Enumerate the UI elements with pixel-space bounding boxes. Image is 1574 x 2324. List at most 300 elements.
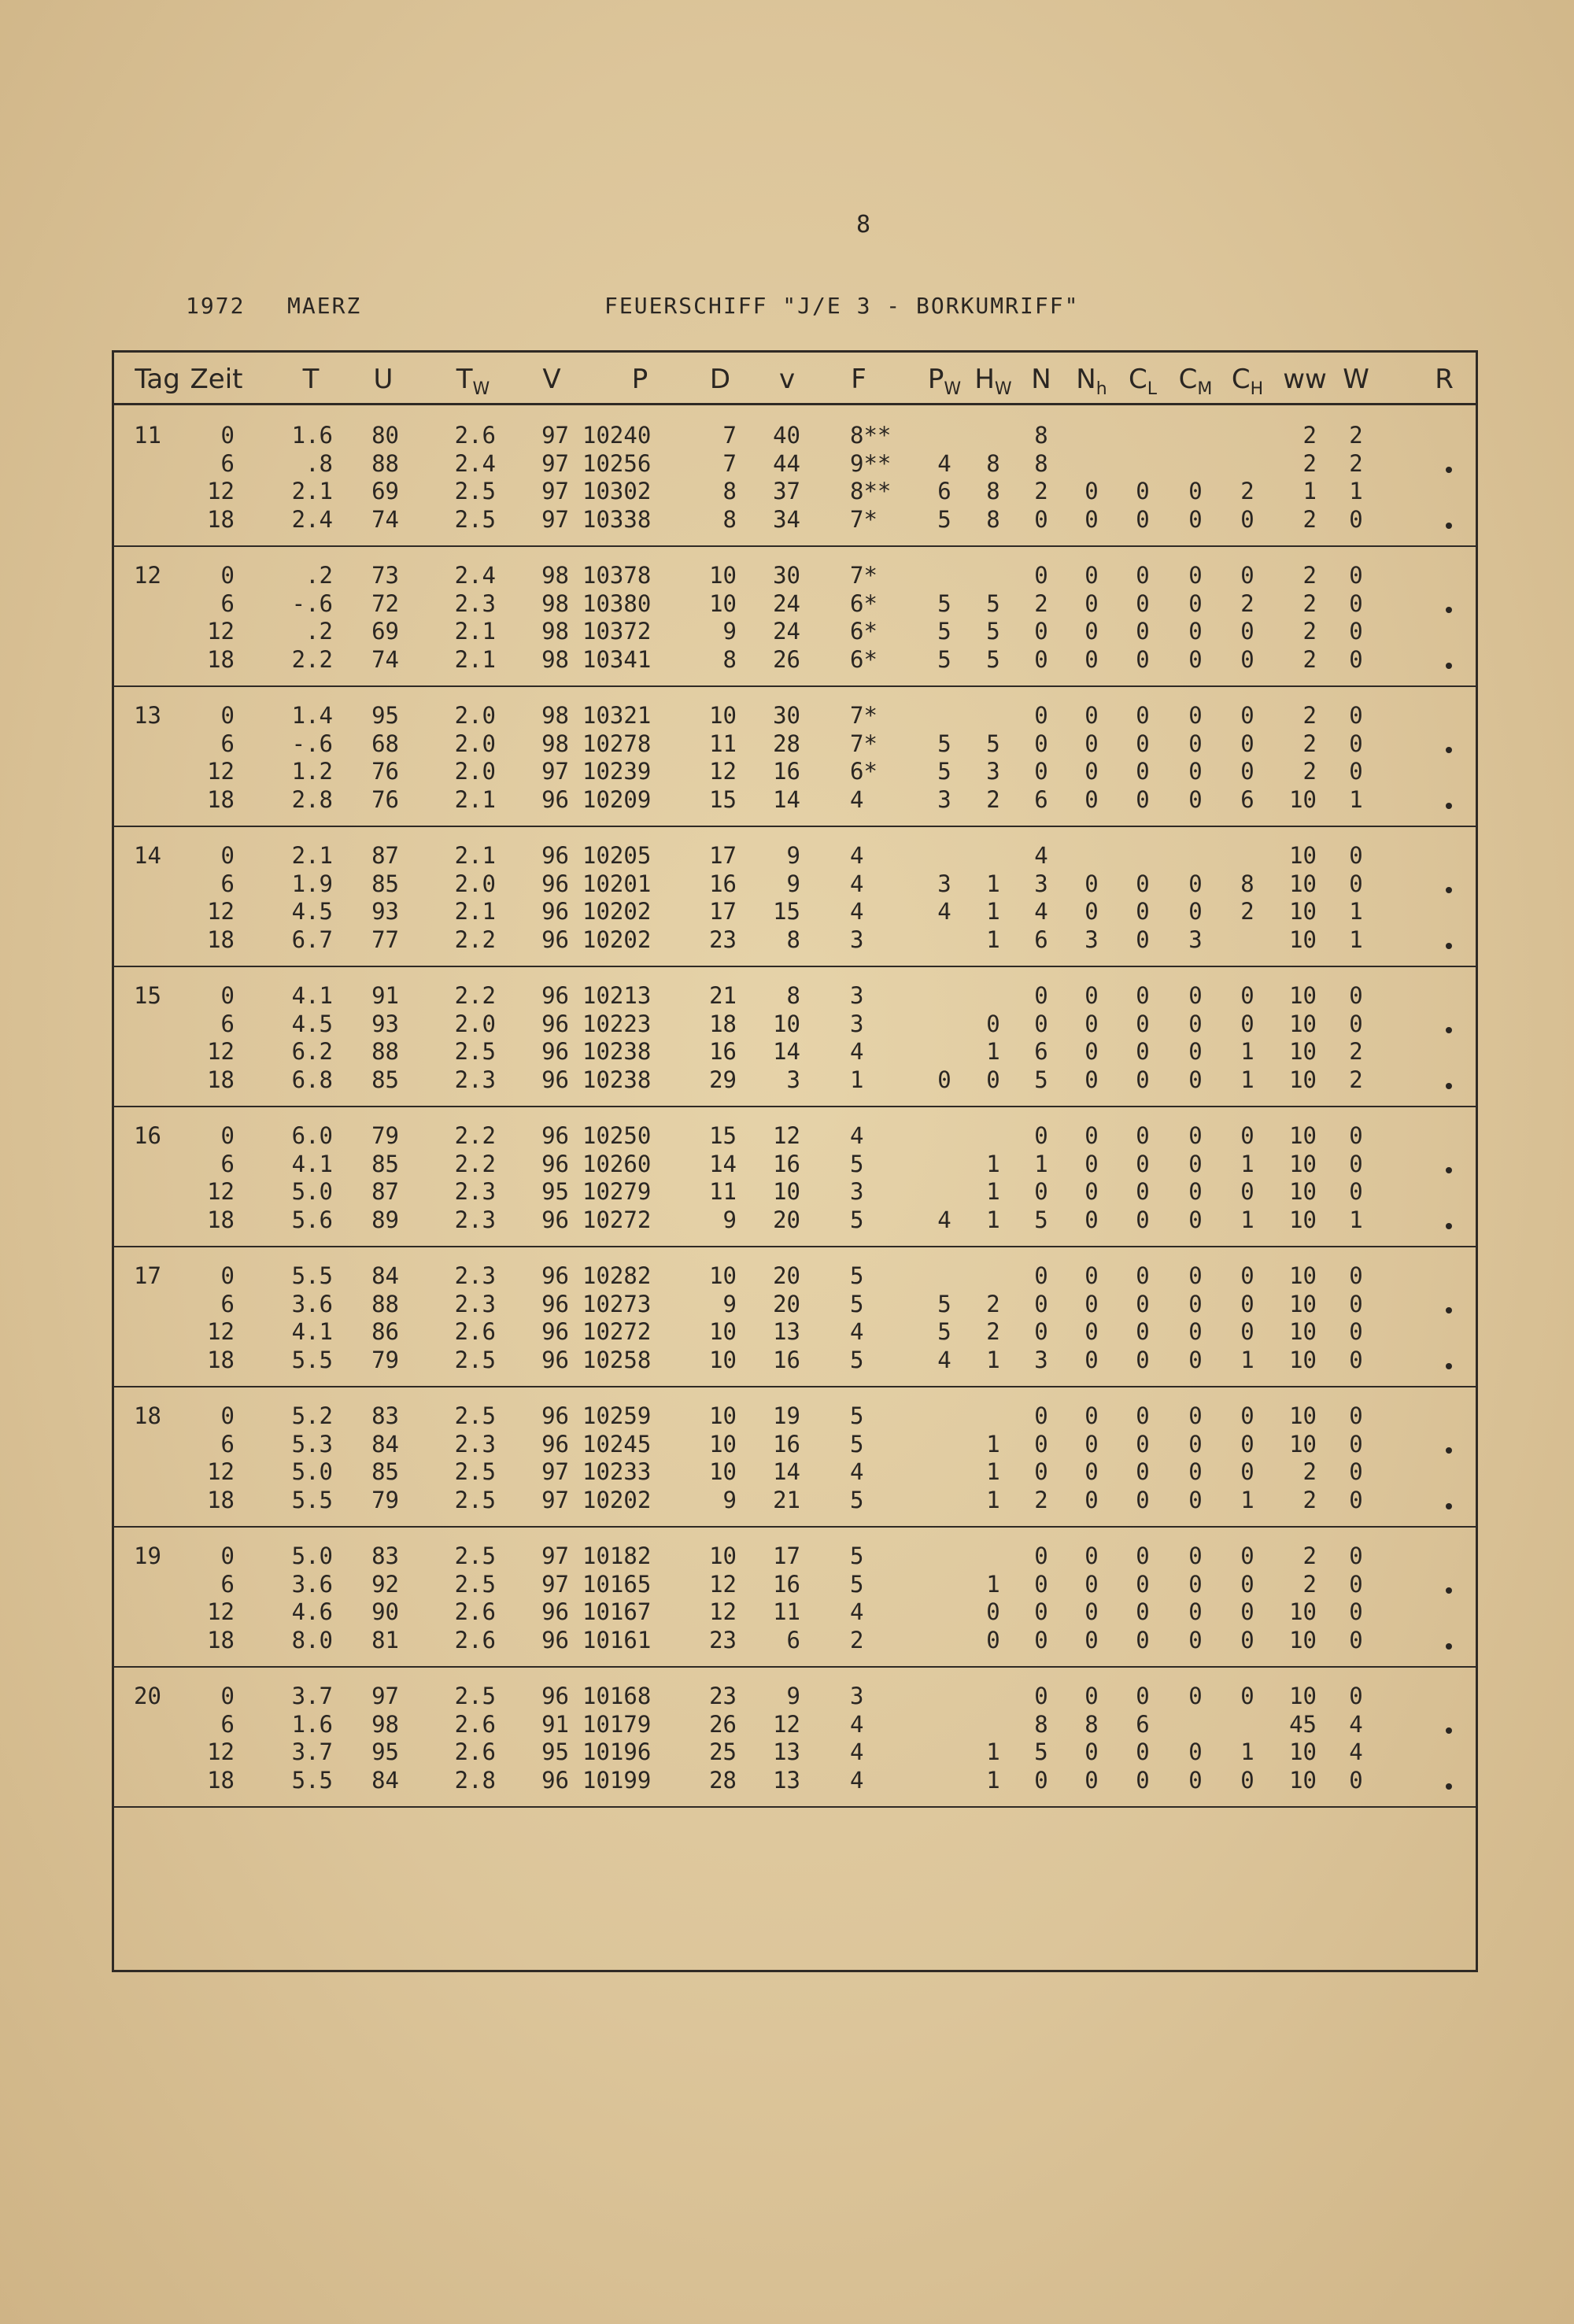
cell-zeit: 12 [207, 1178, 235, 1205]
cell-ww: 10 [1289, 1738, 1317, 1765]
cell-ww: 10 [1289, 1683, 1317, 1709]
cell-d: 10 [709, 1262, 737, 1289]
cell-nh: 0 [1084, 1766, 1099, 1794]
cell-nh: 0 [1084, 589, 1099, 617]
cell-nh: 0 [1084, 562, 1099, 589]
cell-d: 12 [709, 758, 737, 785]
cell-ch: 2 [1240, 898, 1254, 925]
cell-f: 4 [850, 870, 864, 897]
cell-hw: 8 [986, 478, 1000, 504]
cell-cm: 0 [1188, 1318, 1203, 1345]
cell-hw: 5 [986, 618, 1000, 645]
table-row [114, 1458, 1476, 1486]
cell-t: 5.0 [291, 1543, 333, 1569]
cell-tw: 2.1 [454, 785, 496, 813]
cell-cl: 0 [1136, 1066, 1150, 1093]
cell-hw: 1 [986, 1430, 1000, 1458]
cell-d: 10 [709, 1402, 737, 1429]
cell-ww: 10 [1289, 1318, 1317, 1345]
cell-hw: 1 [986, 1570, 1000, 1598]
cell-d: 9 [722, 1206, 737, 1233]
cell-cl: 0 [1136, 1683, 1150, 1709]
cell-t: 1.9 [291, 870, 333, 897]
cell-cl: 0 [1136, 589, 1150, 617]
cell-d: 12 [709, 1570, 737, 1598]
cell-w: 0 [1349, 1262, 1363, 1289]
cell-u: 79 [371, 1486, 399, 1513]
cell-cm: 0 [1188, 1458, 1203, 1485]
cell-n: 0 [1034, 1290, 1048, 1317]
precipitation-dot-icon [1446, 1587, 1452, 1594]
col-r: R [1435, 364, 1454, 395]
cell-n: 2 [1034, 1486, 1048, 1513]
cell-cl: 0 [1136, 1543, 1150, 1569]
cell-u: 89 [371, 1206, 399, 1233]
cell-nh: 0 [1084, 1038, 1099, 1065]
cell-tw: 2.3 [454, 1066, 496, 1093]
cell-tw: 2.3 [454, 1206, 496, 1233]
cell-nh: 0 [1084, 702, 1099, 729]
cell-f: 7* [850, 562, 878, 589]
cell-ch: 6 [1240, 785, 1254, 813]
cell-d: 10 [709, 1458, 737, 1485]
cell-p: 10201 [582, 870, 652, 897]
cell-n: 0 [1034, 758, 1048, 785]
cell-u: 95 [371, 702, 399, 729]
cell-f: 5 [850, 1150, 864, 1177]
cell-zeit: 12 [207, 618, 235, 645]
cell-u: 77 [371, 926, 399, 953]
cell-n: 0 [1034, 1262, 1048, 1289]
cell-tw: 2.1 [454, 898, 496, 925]
cell-cl: 0 [1136, 505, 1150, 533]
cell-ch: 1 [1240, 1206, 1254, 1233]
cell-v: 30 [773, 562, 800, 589]
cell-n: 0 [1034, 730, 1048, 757]
cell-ww: 10 [1289, 1626, 1317, 1653]
cell-v: 14 [773, 1038, 800, 1065]
cell-tag: 19 [134, 1543, 161, 1569]
cell-w: 0 [1349, 1570, 1363, 1598]
cell-n: 0 [1034, 1178, 1048, 1205]
day-block [114, 966, 1476, 1107]
cell-t: 6.0 [291, 1122, 333, 1149]
cell-ch: 0 [1240, 618, 1254, 645]
cell-ch: 0 [1240, 1570, 1254, 1598]
table-row [114, 477, 1476, 505]
table-row [114, 1317, 1476, 1346]
cell-tw: 2.5 [454, 505, 496, 533]
cell-pw: 6 [937, 478, 951, 504]
cell-cl: 0 [1136, 730, 1150, 757]
precipitation-dot-icon [1446, 1643, 1452, 1650]
cell-hw: 1 [986, 898, 1000, 925]
cell-cl: 0 [1136, 870, 1150, 897]
cell-u: 91 [371, 982, 399, 1009]
cell-nh: 0 [1084, 1010, 1099, 1037]
cell-tw: 2.0 [454, 702, 496, 729]
cell-w: 0 [1349, 1543, 1363, 1569]
cell-w: 0 [1349, 618, 1363, 645]
table-row [114, 449, 1476, 478]
cell-t: 5.0 [291, 1458, 333, 1485]
cell-ww: 10 [1289, 1402, 1317, 1429]
cell-ch: 0 [1240, 702, 1254, 729]
cell-u: 93 [371, 1010, 399, 1037]
cell-t: 1.6 [291, 422, 333, 449]
cell-zeit: 18 [207, 926, 235, 953]
cell-ww: 10 [1289, 1178, 1317, 1205]
cell-cl: 0 [1136, 1290, 1150, 1317]
cell-cl: 0 [1136, 758, 1150, 785]
cell-v: 96 [541, 1262, 569, 1289]
cell-nh: 0 [1084, 1066, 1099, 1093]
cell-tw: 2.4 [454, 562, 496, 589]
cell-ch: 0 [1240, 730, 1254, 757]
cell-tw: 2.5 [454, 1570, 496, 1598]
cell-d: 16 [709, 870, 737, 897]
cell-v: 96 [541, 1402, 569, 1429]
cell-hw: 0 [986, 1598, 1000, 1625]
cell-cl: 0 [1136, 1598, 1150, 1625]
cell-t: 3.6 [291, 1290, 333, 1317]
cell-v: 96 [541, 926, 569, 953]
cell-t: 4.5 [291, 898, 333, 925]
cell-hw: 2 [986, 1290, 1000, 1317]
cell-nh: 0 [1084, 1178, 1099, 1205]
table-row [114, 1010, 1476, 1038]
cell-f: 3 [850, 1010, 864, 1037]
cell-u: 88 [371, 1038, 399, 1065]
cell-n: 0 [1034, 1570, 1048, 1598]
day-block [114, 1246, 1476, 1387]
cell-cm: 0 [1188, 1766, 1203, 1794]
cell-ww: 10 [1289, 870, 1317, 897]
cell-v: 96 [541, 1766, 569, 1794]
cell-zeit: 6 [220, 1290, 235, 1317]
cell-ch: 2 [1240, 589, 1254, 617]
cell-v: 95 [541, 1178, 569, 1205]
cell-d: 10 [709, 589, 737, 617]
cell-hw: 1 [986, 1206, 1000, 1233]
cell-f: 5 [850, 1346, 864, 1373]
table-row [114, 1682, 1476, 1710]
cell-u: 92 [371, 1570, 399, 1598]
cell-f: 5 [850, 1543, 864, 1569]
cell-t: .2 [305, 562, 333, 589]
cell-w: 0 [1349, 758, 1363, 785]
cell-nh: 0 [1084, 1318, 1099, 1345]
cell-pw: 4 [937, 449, 951, 477]
table-row [114, 1121, 1476, 1150]
cell-p: 10161 [582, 1626, 652, 1653]
cell-v: 96 [541, 1346, 569, 1373]
cell-u: 93 [371, 898, 399, 925]
col-t: T [302, 364, 320, 395]
precipitation-dot-icon [1446, 1027, 1452, 1033]
cell-cl: 0 [1136, 1570, 1150, 1598]
cell-nh: 0 [1084, 898, 1099, 925]
cell-cm: 0 [1188, 1683, 1203, 1709]
cell-n: 5 [1034, 1066, 1048, 1093]
cell-cm: 0 [1188, 1206, 1203, 1233]
cell-ww: 2 [1302, 645, 1317, 673]
cell-n: 8 [1034, 449, 1048, 477]
cell-v: 98 [541, 645, 569, 673]
cell-w: 4 [1349, 1738, 1363, 1765]
cell-nh: 0 [1084, 730, 1099, 757]
cell-ch: 0 [1240, 562, 1254, 589]
cell-v: 37 [773, 478, 800, 504]
cell-t: 5.5 [291, 1262, 333, 1289]
cell-v: 16 [773, 1346, 800, 1373]
cell-tw: 2.1 [454, 618, 496, 645]
cell-nh: 0 [1084, 1458, 1099, 1485]
cell-n: 3 [1034, 870, 1048, 897]
cell-v: 13 [773, 1318, 800, 1345]
cell-v: 96 [541, 842, 569, 869]
precipitation-dot-icon [1446, 467, 1452, 473]
cell-zeit: 18 [207, 1766, 235, 1794]
cell-ch: 0 [1240, 1430, 1254, 1458]
cell-t: .2 [305, 618, 333, 645]
cell-tag: 20 [134, 1683, 161, 1709]
cell-t: 4.5 [291, 1010, 333, 1037]
cell-cl: 0 [1136, 785, 1150, 813]
cell-v: 96 [541, 870, 569, 897]
cell-t: 6.2 [291, 1038, 333, 1065]
table-row [114, 1262, 1476, 1290]
cell-v: 91 [541, 1710, 569, 1738]
cell-w: 0 [1349, 1346, 1363, 1373]
cell-ww: 2 [1302, 1486, 1317, 1513]
cell-u: 81 [371, 1626, 399, 1653]
col-f: F [851, 364, 866, 395]
cell-f: 4 [850, 1738, 864, 1765]
cell-cl: 0 [1136, 1486, 1150, 1513]
cell-d: 10 [709, 1346, 737, 1373]
cell-cm: 0 [1188, 1290, 1203, 1317]
cell-cl: 0 [1136, 1766, 1150, 1794]
cell-u: 79 [371, 1346, 399, 1373]
cell-ch: 1 [1240, 1346, 1254, 1373]
cell-t: 5.5 [291, 1346, 333, 1373]
cell-v: 97 [541, 422, 569, 449]
cell-ww: 45 [1289, 1710, 1317, 1738]
cell-p: 10202 [582, 926, 652, 953]
cell-pw: 5 [937, 1318, 951, 1345]
cell-pw: 4 [937, 898, 951, 925]
cell-hw: 1 [986, 1038, 1000, 1065]
cell-p: 10278 [582, 730, 652, 757]
cell-hw: 1 [986, 1178, 1000, 1205]
cell-u: 88 [371, 1290, 399, 1317]
cell-v: 6 [786, 1626, 800, 1653]
cell-d: 28 [709, 1766, 737, 1794]
day-block [114, 826, 1476, 967]
cell-zeit: 18 [207, 1346, 235, 1373]
cell-cm: 0 [1188, 898, 1203, 925]
cell-v: 97 [541, 505, 569, 533]
cell-d: 17 [709, 898, 737, 925]
cell-p: 10239 [582, 758, 652, 785]
cell-zeit: 6 [220, 730, 235, 757]
cell-nh: 0 [1084, 1262, 1099, 1289]
cell-ww: 10 [1289, 785, 1317, 813]
cell-tw: 2.5 [454, 1346, 496, 1373]
cell-w: 0 [1349, 1290, 1363, 1317]
cell-cl: 0 [1136, 478, 1150, 504]
precipitation-dot-icon [1446, 523, 1452, 529]
cell-n: 0 [1034, 702, 1048, 729]
cell-u: 86 [371, 1318, 399, 1345]
cell-t: .8 [305, 449, 333, 477]
cell-nh: 0 [1084, 870, 1099, 897]
cell-u: 85 [371, 1458, 399, 1485]
cell-d: 8 [722, 505, 737, 533]
cell-v: 98 [541, 730, 569, 757]
cell-f: 7* [850, 702, 878, 729]
cell-p: 10213 [582, 982, 652, 1009]
cell-n: 0 [1034, 1598, 1048, 1625]
cell-f: 4 [850, 1710, 864, 1738]
cell-tw: 2.5 [454, 1458, 496, 1485]
column-header-row [114, 353, 1476, 405]
cell-w: 0 [1349, 702, 1363, 729]
cell-t: 2.1 [291, 478, 333, 504]
cell-cl: 0 [1136, 618, 1150, 645]
cell-ww: 10 [1289, 1010, 1317, 1037]
cell-tw: 2.5 [454, 1038, 496, 1065]
cell-f: 5 [850, 1262, 864, 1289]
cell-d: 23 [709, 926, 737, 953]
cell-w: 2 [1349, 1066, 1363, 1093]
cell-cm: 0 [1188, 1598, 1203, 1625]
cell-v: 26 [773, 645, 800, 673]
cell-u: 73 [371, 562, 399, 589]
cell-v: 34 [773, 505, 800, 533]
cell-n: 8 [1034, 1710, 1048, 1738]
cell-v: 8 [786, 982, 800, 1009]
cell-cm: 0 [1188, 730, 1203, 757]
table-row [114, 1206, 1476, 1234]
cell-u: 79 [371, 1122, 399, 1149]
cell-n: 0 [1034, 645, 1048, 673]
cell-f: 7* [850, 505, 878, 533]
cell-nh: 0 [1084, 1626, 1099, 1653]
table-row [114, 1037, 1476, 1066]
cell-t: 1.4 [291, 702, 333, 729]
cell-p: 10380 [582, 589, 652, 617]
cell-v: 19 [773, 1402, 800, 1429]
cell-t: 5.5 [291, 1766, 333, 1794]
cell-p: 10233 [582, 1458, 652, 1485]
cell-nh: 0 [1084, 505, 1099, 533]
table-row [114, 1738, 1476, 1766]
cell-ww: 10 [1289, 1262, 1317, 1289]
cell-cl: 0 [1136, 1346, 1150, 1373]
cell-cm: 0 [1188, 1543, 1203, 1569]
day-block [114, 1106, 1476, 1247]
cell-tw: 2.1 [454, 842, 496, 869]
cell-t: 6.8 [291, 1066, 333, 1093]
cell-ch: 1 [1240, 1738, 1254, 1765]
cell-ch: 0 [1240, 1402, 1254, 1429]
cell-p: 10258 [582, 1346, 652, 1373]
precipitation-dot-icon [1446, 1783, 1452, 1790]
cell-tw: 2.4 [454, 449, 496, 477]
cell-hw: 0 [986, 1066, 1000, 1093]
cell-v: 16 [773, 1430, 800, 1458]
cell-pw: 0 [937, 1066, 951, 1093]
cell-v: 96 [541, 1122, 569, 1149]
cell-tw: 2.5 [454, 1683, 496, 1709]
cell-tw: 2.0 [454, 758, 496, 785]
cell-cl: 0 [1136, 1150, 1150, 1177]
cell-nh: 0 [1084, 478, 1099, 504]
cell-v: 97 [541, 1458, 569, 1485]
cell-hw: 1 [986, 870, 1000, 897]
cell-tag: 17 [134, 1262, 161, 1289]
cell-t: -.6 [291, 589, 333, 617]
table-row [114, 1710, 1476, 1738]
cell-zeit: 18 [207, 645, 235, 673]
cell-d: 7 [722, 449, 737, 477]
cell-t: 2.4 [291, 505, 333, 533]
cell-v: 97 [541, 758, 569, 785]
cell-d: 11 [709, 730, 737, 757]
cell-p: 10238 [582, 1066, 652, 1093]
cell-hw: 1 [986, 1150, 1000, 1177]
cell-d: 9 [722, 1486, 737, 1513]
cell-cm: 0 [1188, 1178, 1203, 1205]
cell-p: 10165 [582, 1570, 652, 1598]
cell-w: 1 [1349, 1206, 1363, 1233]
cell-d: 21 [709, 982, 737, 1009]
cell-w: 2 [1349, 422, 1363, 449]
cell-tw: 2.5 [454, 478, 496, 504]
cell-u: 84 [371, 1430, 399, 1458]
cell-d: 18 [709, 1010, 737, 1037]
cell-cm: 0 [1188, 618, 1203, 645]
cell-zeit: 6 [220, 1150, 235, 1177]
cell-tw: 2.5 [454, 1402, 496, 1429]
cell-hw: 2 [986, 785, 1000, 813]
cell-nh: 0 [1084, 618, 1099, 645]
cell-u: 80 [371, 422, 399, 449]
cell-nh: 0 [1084, 1122, 1099, 1149]
cell-zeit: 0 [220, 982, 235, 1009]
cell-v: 16 [773, 1570, 800, 1598]
cell-w: 0 [1349, 1010, 1363, 1037]
cell-t: -.6 [291, 730, 333, 757]
cell-p: 10202 [582, 898, 652, 925]
cell-zeit: 6 [220, 870, 235, 897]
precipitation-dot-icon [1446, 943, 1452, 949]
cell-t: 2.1 [291, 842, 333, 869]
header-month: MAERZ [287, 293, 362, 319]
cell-cm: 0 [1188, 982, 1203, 1009]
cell-p: 10378 [582, 562, 652, 589]
cell-w: 0 [1349, 1486, 1363, 1513]
cell-t: 3.6 [291, 1570, 333, 1598]
cell-nh: 0 [1084, 1402, 1099, 1429]
cell-v: 15 [773, 898, 800, 925]
cell-f: 4 [850, 898, 864, 925]
cell-d: 23 [709, 1626, 737, 1653]
cell-d: 14 [709, 1150, 737, 1177]
cell-zeit: 0 [220, 1683, 235, 1709]
